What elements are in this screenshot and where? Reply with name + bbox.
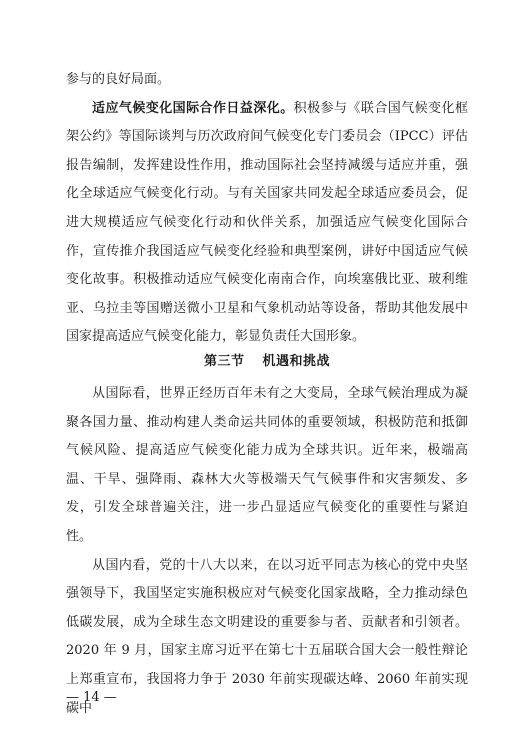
lower-text-block: [66, 380, 468, 723]
paragraph-body: 积极参与《联合国气候变化框架公约》等国际谈判与历次政府间气候变化专门委员会（IPCC）评估报告编制，发挥建设性作用，推动国际社会坚持减缓与适应并重，强化全球适应气候变化行动。与有关国家共同发起全球适应委员会，促进大规模适应气候变化行动和伙伴关系，加强适应气候变化国际合作，宣传推介我国适应气候变化经验和典型案例，讲好中国适应气候变化故事。积极推动适应气候变化南南合作，向埃塞俄比亚、玻利维亚、乌拉圭等国赠送微小卫星和气象机动站等设备，帮助其他发展中国家提高适应气候变化能力，彰显负责任大国形象。: [66, 100, 468, 345]
paragraph-international-view: 从国际看，世界正经历百年未有之大变局，全球气候治理成为凝聚各国力量、推动构建人类命运共同体的重要领域，积极防范和抵御气候风险、提高适应气候变化能力成为全球共识。近年来，极端高温、干旱、强降雨、森林大火等极端天气气候事件和灾害频发、多发，引发全球普遍关注，进一步凸显适应气候变化的重要性与紧迫性。: [66, 386, 468, 544]
paragraph-continuation: 参与的良好局面。: [66, 72, 171, 87]
section-number: 第三节: [203, 354, 245, 369]
page-number: — 14 —: [66, 690, 117, 705]
upper-text-block: [66, 66, 468, 352]
section-heading: [66, 350, 468, 369]
paragraph-domestic-view: 从国内看，党的十八大以来，在以习近平同志为核心的党中央坚强领导下，我国坚定实施积极应对气候变化国家战略，全力推动绿色低碳发展，成为全球生态文明建设的重要参与者、贡献者和引领者。2020 年 9 月，国家主席习近平在第七十五届联合国大会一般性辩论上郑重宣布，我国将力争于 2030 年前实现碳达峰、2060 年前实现碳中: [66, 557, 468, 716]
paragraph-international-cooperation: [66, 95, 468, 352]
paragraph-lead-heading: 适应气候变化国际合作日益深化。: [92, 100, 294, 116]
section-title: 机遇和挑战: [262, 354, 331, 369]
